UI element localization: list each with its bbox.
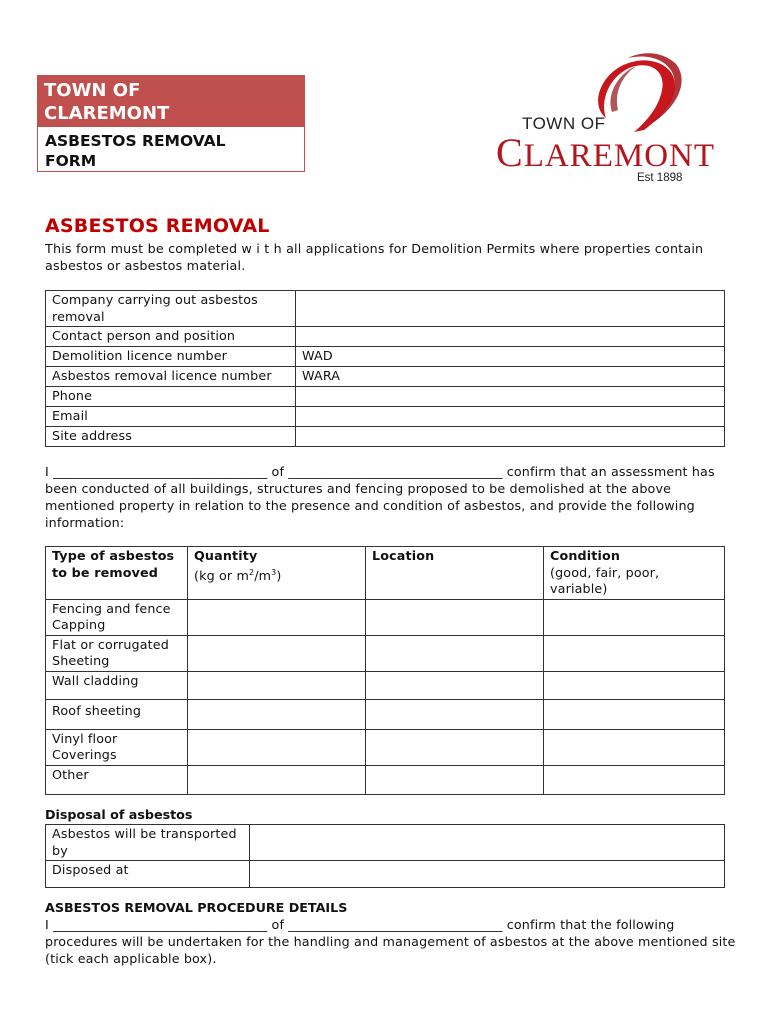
table-row <box>46 346 725 366</box>
condition-cell[interactable] <box>544 699 725 729</box>
disposal-label: Disposed at <box>46 861 250 888</box>
location-cell[interactable] <box>366 635 544 671</box>
email-field[interactable] <box>296 406 725 426</box>
town-banner <box>38 76 304 127</box>
table-row <box>46 635 725 671</box>
quantity-cell[interactable] <box>188 729 366 765</box>
asbestos-licence-field[interactable]: WARA <box>296 366 725 386</box>
row-label: Contact person and position <box>46 327 296 347</box>
header-quantity: Quantity (kg or $m^2/m^3$) <box>188 547 366 600</box>
asbestos-type-label: Vinyl floor Coverings <box>46 729 188 765</box>
phone-field[interactable] <box>296 386 725 406</box>
assessment-confirmation: I _________________________________ of _________________________________ confirm that an assessment has been conducted of all buildings, structures and fencing proposed to be demolished at the above mentioned property in relation to the presence and condition of asbestos, and provide the following information: <box>45 464 715 530</box>
row-label: Email <box>46 406 296 426</box>
table-row <box>46 406 725 426</box>
quantity-cell[interactable] <box>188 635 366 671</box>
row-label: Demolition licence number <box>46 346 296 366</box>
quantity-cell[interactable] <box>188 765 366 794</box>
header-condition: Condition (good, fair, poor, variable) <box>544 547 725 600</box>
header-type: Type of asbestos to be removed <box>46 547 188 600</box>
logo-town-of: TOWN OF <box>522 114 606 133</box>
quantity-cell[interactable] <box>188 599 366 635</box>
table-row <box>46 825 725 861</box>
table-header-row <box>46 547 725 600</box>
town-line-2: CLAREMONT <box>44 103 170 124</box>
company-field[interactable] <box>296 291 725 327</box>
location-cell[interactable] <box>366 671 544 699</box>
logo-est: Est 1898 <box>637 172 683 184</box>
quantity-cell[interactable] <box>188 699 366 729</box>
condition-cell[interactable] <box>544 671 725 699</box>
table-row <box>46 366 725 386</box>
table-row <box>46 765 725 794</box>
form-name <box>38 127 304 175</box>
site-address-field[interactable] <box>296 426 725 446</box>
condition-cell[interactable] <box>544 765 725 794</box>
row-label: Site address <box>46 426 296 446</box>
demolition-licence-field[interactable]: WAD <box>296 346 725 366</box>
contact-field[interactable] <box>296 327 725 347</box>
asbestos-type-label: Other <box>46 765 188 794</box>
location-cell[interactable] <box>366 599 544 635</box>
table-row <box>46 291 725 327</box>
condition-cell[interactable] <box>544 635 725 671</box>
condition-cell[interactable] <box>544 599 725 635</box>
form-line-2: FORM <box>45 152 97 170</box>
town-line-1: TOWN OF <box>44 80 141 101</box>
procedure-heading: ASBESTOS REMOVAL PROCEDURE DETAILS <box>45 900 348 915</box>
company-details-table <box>45 290 725 447</box>
disposal-label: Asbestos will be transported by <box>46 825 250 861</box>
table-row <box>46 671 725 699</box>
asbestos-type-label: Roof sheeting <box>46 699 188 729</box>
asbestos-types-table <box>45 546 725 795</box>
condition-cell[interactable] <box>544 729 725 765</box>
quantity-cell[interactable] <box>188 671 366 699</box>
table-row <box>46 861 725 888</box>
table-row <box>46 327 725 347</box>
section-title: ASBESTOS REMOVAL <box>45 215 270 237</box>
row-label: Asbestos removal licence number <box>46 366 296 386</box>
form-header-box <box>37 75 305 172</box>
asbestos-type-label: Wall cladding <box>46 671 188 699</box>
row-label: Phone <box>46 386 296 406</box>
table-row <box>46 386 725 406</box>
table-row <box>46 426 725 446</box>
table-row <box>46 699 725 729</box>
location-cell[interactable] <box>366 699 544 729</box>
asbestos-type-label: Fencing and fence Capping <box>46 599 188 635</box>
procedure-text: I _________________________________ of _________________________________ confirm that the following procedures will be undertaken for the handling and management of asbestos at the above mentioned site (tick each applicable box). <box>45 917 736 966</box>
disposal-heading: Disposal of asbestos <box>45 807 193 822</box>
asbestos-type-label: Flat or corrugated Sheeting <box>46 635 188 671</box>
transport-field[interactable] <box>250 825 725 861</box>
intro-text: This form must be completed w i t h all applications for Demolition Permits where properties contain asbestos or asbestos material. <box>45 241 704 273</box>
table-row <box>46 599 725 635</box>
header-location: Location <box>366 547 544 600</box>
table-row <box>46 729 725 765</box>
location-cell[interactable] <box>366 729 544 765</box>
row-label: Company carrying out asbestos removal <box>46 291 296 327</box>
location-cell[interactable] <box>366 765 544 794</box>
form-line-1: ASBESTOS REMOVAL <box>45 132 226 150</box>
logo-claremont: CLAREMONT <box>496 130 716 175</box>
disposal-table <box>45 824 725 888</box>
disposed-at-field[interactable] <box>250 861 725 888</box>
